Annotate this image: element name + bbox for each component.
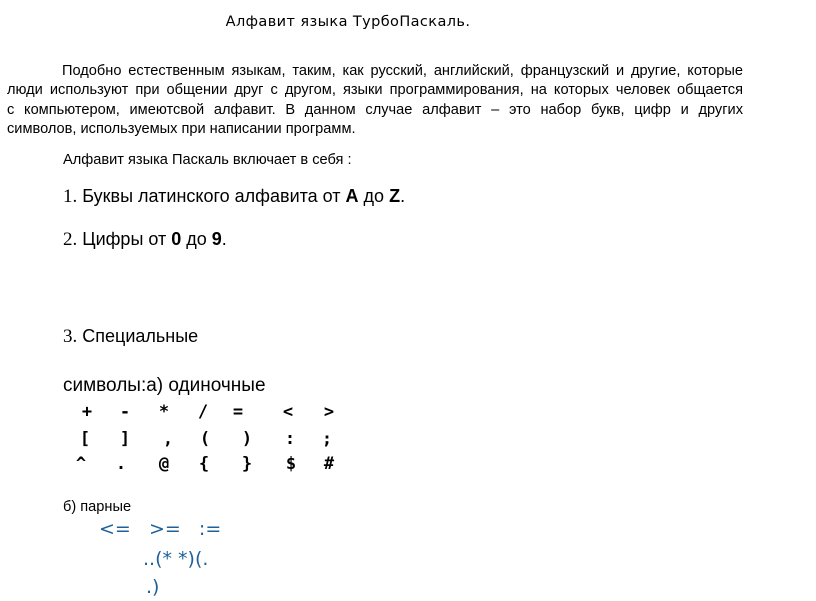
symbol: ( [199, 429, 211, 449]
item-text: Специальные [77, 326, 199, 346]
item-text: до [358, 186, 390, 206]
symbol: ] [119, 429, 131, 449]
item-text: до [181, 229, 212, 249]
symbol: + [81, 402, 93, 422]
item-number: 2. [63, 229, 78, 250]
symbol: @ [158, 454, 170, 474]
symbol: , [162, 429, 174, 449]
digit-nine: 9 [211, 229, 222, 249]
paragraph-line: символов, используемых при написании программ. [7, 120, 356, 137]
symbol: # [323, 454, 335, 474]
symbol: ; [321, 429, 333, 449]
page-title: Алфавит языка ТурбоПаскаль. [225, 14, 471, 30]
list-item-letters [63, 186, 405, 208]
symbol: [ [79, 429, 91, 449]
symbol: ) [241, 429, 253, 449]
list-item-special [63, 326, 198, 348]
item-text: Цифры от [77, 229, 172, 249]
paragraph-line: Подобно естественным языкам, таким, как русский, английский, французский и другие, которые [62, 63, 743, 79]
digit-zero: 0 [171, 229, 182, 249]
paragraph-line: с компьютером, имеютсвой алфавит. В данном случае алфавит – это набор букв, цифр и других [7, 101, 743, 118]
symbol: - [119, 402, 131, 422]
symbol: / [197, 402, 209, 422]
item-text: . [221, 229, 227, 249]
item-text: Буквы латинского алфавита от [77, 186, 346, 206]
symbol: < [282, 402, 294, 422]
symbol: > [323, 402, 335, 422]
paired-symbols-line: .) [146, 576, 160, 598]
symbol: } [241, 454, 253, 474]
intro-paragraph [7, 62, 743, 139]
list-item-digits [63, 229, 227, 251]
paired-symbols-line: ..(* *)(. [143, 548, 209, 570]
symbol: * [158, 402, 170, 422]
symbol: ^ [75, 454, 87, 474]
single-symbols-label: символы:а) одиночные [63, 375, 266, 396]
item-number: 1. [63, 186, 78, 207]
symbol: : [284, 429, 296, 449]
alphabet-intro: Алфавит языка Паскаль включает в себя : [63, 152, 352, 168]
symbol: { [198, 454, 210, 474]
symbol: $ [285, 454, 297, 474]
letter-z: Z [389, 186, 401, 206]
symbol: . [115, 454, 127, 474]
paired-symbols-label: б) парные [63, 499, 132, 515]
item-number: 3. [63, 326, 78, 347]
symbol: = [232, 402, 244, 422]
paired-symbols-line: <= >= := [99, 518, 222, 540]
item-text: . [400, 186, 406, 206]
paragraph-line: люди используют при общении друг с другом, языки программирования, на которых человек общается [7, 82, 743, 99]
letter-a: A [345, 186, 359, 206]
